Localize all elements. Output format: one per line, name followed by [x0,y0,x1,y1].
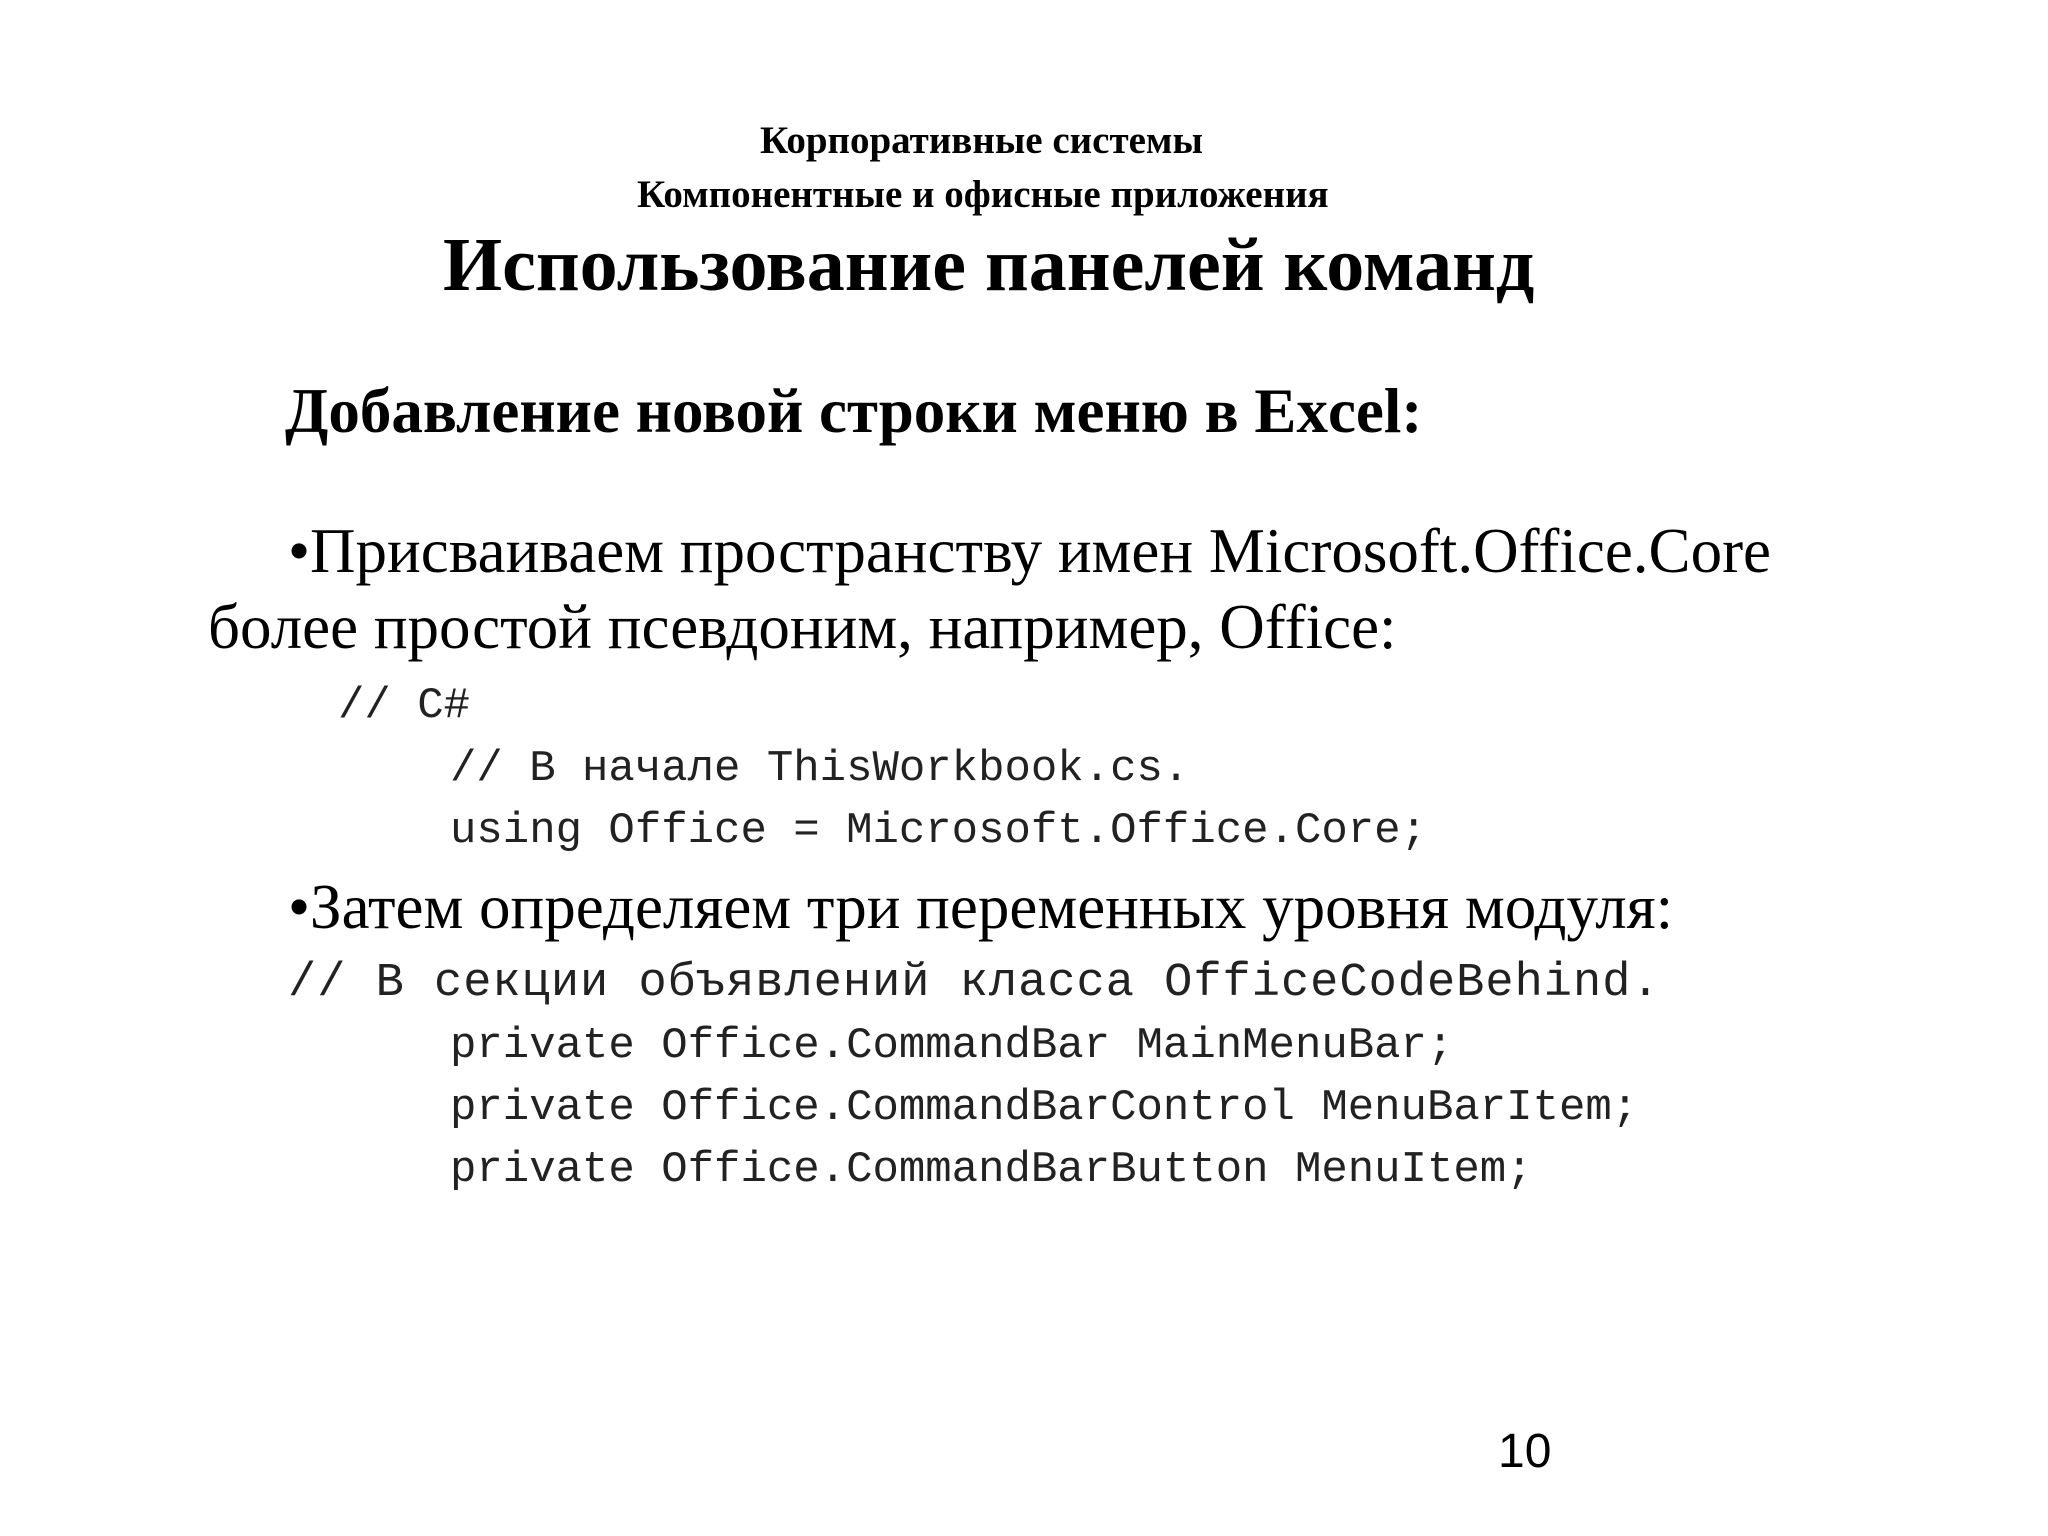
code-line: // В секции объявлений класса OfficeCodeBehind. [288,957,1661,1010]
slide-subtitle: Добавление новой строки меню в Excel: [285,376,1423,446]
section-title: Компонентные и офисные приложения [637,173,1329,216]
code-line: private Office.CommandBarButton MenuItem; [450,1145,1533,1195]
bullet-2: •Затем определяем три переменных уровня модуля: [288,872,1674,942]
bullet-1-line-2: более простой псевдоним, например, Office: [208,592,1397,662]
bullet-1-line-1: •Присваиваем пространству имен Microsoft.Office.Core [288,516,1772,586]
code-line: private Office.CommandBarControl MenuBarItem; [450,1083,1639,1133]
slide-title: Использование панелей команд [443,223,1535,307]
code-line: using Office = Microsoft.Office.Core; [450,806,1427,856]
code-line: // В начале ThisWorkbook.cs. [450,744,1190,794]
code-line: // C# [338,681,471,731]
page-number: 10 [1498,1425,1552,1478]
code-line: private Office.CommandBar MainMenuBar; [450,1021,1454,1071]
course-title: Корпоративные системы [760,119,1203,162]
